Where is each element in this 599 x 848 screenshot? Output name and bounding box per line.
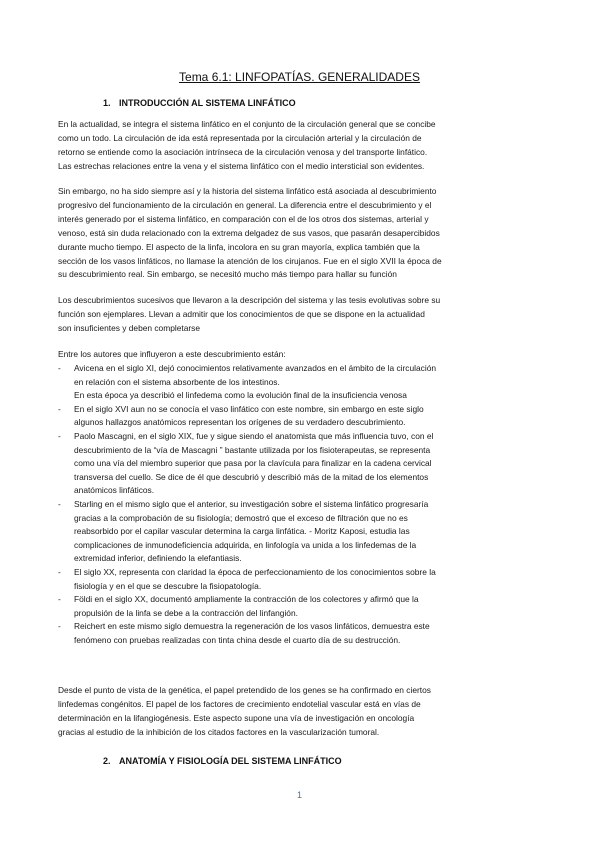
paragraph-line: Desde el punto de vista de la genética, el papel pretendido de los genes se ha confirmado en ciertos xyxy=(58,685,431,695)
bullet-dash: - xyxy=(58,498,61,509)
bullet-dash: - xyxy=(58,621,61,632)
list-item xyxy=(58,430,538,498)
section-heading-2 xyxy=(103,756,342,766)
list-line: Reichert en este mismo siglo demuestra la regeneración de los vasos linfáticos, demuestra este xyxy=(74,621,430,632)
paragraph-line: función son ejemplares. Llevan a admitir que los conocimientos de que se dispone en la actualidad xyxy=(58,308,425,319)
paragraph-line: progresivo del funcionamiento de la circulación en general. La diferencia entre el descubrimiento y el xyxy=(58,199,432,210)
list-line: reabsorbido por el capilar vascular determina la carga linfática. - Moritz Kaposi, estudia las xyxy=(74,526,410,537)
bullet-dash: - xyxy=(58,403,61,414)
list-line: complicaciones de inmunodeficiencia adquirida, en linfología va unida a los linfedemas de la xyxy=(74,539,417,550)
list-line: descubrimiento de la “vía de Mascagni ” bastante utilizada por los fisioterapeutas, se representa xyxy=(74,444,431,455)
list-line: Avicena en el siglo XI, dejó conocimientos relativamente avanzados en el ámbito de la circulación xyxy=(74,363,437,373)
section-title: ANATOMÍA Y FISIOLOGÍA DEL SISTEMA LINFÁTICO xyxy=(119,756,342,766)
paragraph-line: En la actualidad, se integra el sistema linfático en el conjunto de la circulación general que se concibe xyxy=(58,119,436,129)
section-number: 2. xyxy=(103,756,111,766)
list-item xyxy=(58,566,538,593)
list-item xyxy=(58,620,538,647)
list-line: extremidad inferior, definiendo la elefantiasis. xyxy=(74,553,242,564)
paragraph-line: venoso, está sin duda relacionado con la extrema delgadez de sus vasos, que pasarán desapercibidos xyxy=(58,227,440,238)
section-title: INTRODUCCIÓN AL SISTEMA LINFÁTICO xyxy=(119,98,296,108)
document-title: Tema 6.1: LINFOPATÍAS. GENERALIDADES xyxy=(179,70,420,84)
paragraph-authors-intro xyxy=(58,348,538,362)
authors-list xyxy=(58,362,538,647)
bullet-dash: - xyxy=(58,363,61,373)
list-item xyxy=(58,498,538,566)
paragraph-line: durante mucho tiempo. El aspecto de la linfa, incolora en su gran mayoría, explica también que la xyxy=(58,241,420,252)
list-line: fisiología y en el que se descubre la fisiopatología. xyxy=(74,580,262,591)
paragraph-line: Los descubrimientos sucesivos que llevaron a la descripción del sistema y las tesis evolutivas sobre su xyxy=(58,295,441,305)
paragraph-line: gracias al estudio de la inhibición de los citados factores en la vascularización tumoral. xyxy=(58,726,380,737)
paragraph-line: Las estrechas relaciones entre la vena y el sistema linfático con el medio intersticial son evidentes. xyxy=(58,160,425,171)
paragraph-line: como un todo. La circulación de ida está representada por la circulación arterial y la circulación de xyxy=(58,132,422,143)
paragraph-discoveries xyxy=(58,294,538,336)
section-heading-1 xyxy=(103,98,296,108)
list-line: Paolo Mascagni, en el siglo XIX, fue y sigue siendo el anatomista que más influencia tuvo, con el xyxy=(74,430,434,441)
bullet-dash: - xyxy=(58,566,61,577)
list-line: en relación con el sistema absorbente de los intestinos. xyxy=(74,376,280,387)
list-line: En esta época ya describió el linfedema como la evolución final de la insuficiencia venosa xyxy=(74,390,407,401)
list-line: gracias a la comprobación de su fisiología; demostró que el exceso de filtración que no es xyxy=(74,512,408,523)
list-line: propulsión de la linfa se debe a la contracción del linfangión. xyxy=(74,607,298,618)
list-line: Starling en el mismo siglo que el anterior, su investigación sobre el sistema linfático progresaría xyxy=(74,498,429,509)
paragraph-line: su descubrimiento real. Sin embargo, se necesitó mucho más tiempo para hallar su función xyxy=(58,269,397,280)
paragraph-line: retorno se entiende como la asociación intrínseca de la circulación venosa y del transporte linfático. xyxy=(58,146,428,157)
paragraph-line: interés generado por el sistema linfático, en comparación con el de los otros dos sistemas, arterial y xyxy=(58,213,429,224)
list-item xyxy=(58,403,538,430)
list-line: transversa del cuello. Se dice de él que descubrió y describió más de la mitad de los elementos xyxy=(74,471,429,482)
list-line: anatómicos linfáticos. xyxy=(74,485,155,496)
paragraph-line: Entre los autores que influyeron a este descubrimiento están: xyxy=(58,349,286,359)
list-line: El siglo XX, representa con claridad la época de perfeccionamiento de los conocimientos sobre la xyxy=(74,566,436,577)
list-line: Földi en el siglo XX, documentó ampliamente la contracción de los colectores y afirmó que la xyxy=(74,594,419,605)
paragraph-line: sección de los vasos linfáticos, no llamase la atención de los cirujanos. Fue en el siglo XVII la época de xyxy=(58,255,442,266)
list-line: fenómeno con pruebas realizadas con tinta china desde el cuarto día de su destrucción. xyxy=(74,634,401,645)
paragraph-history xyxy=(58,185,538,282)
paragraph-genetics xyxy=(58,684,538,740)
bullet-dash: - xyxy=(58,430,61,441)
paragraph-line: Sin embargo, no ha sido siempre así y la historia del sistema linfático está asociada al descubrimiento xyxy=(58,186,437,196)
list-item xyxy=(58,362,538,403)
paragraph-intro xyxy=(58,118,538,174)
bullet-dash: - xyxy=(58,594,61,605)
list-line: algunos hallazgos anatómicos representan los orígenes de su verdadero descubrimiento. xyxy=(74,417,406,428)
list-item xyxy=(58,593,538,620)
paragraph-line: linfedemas congénitos. El papel de los factores de crecimiento endotelial vascular está en vías de xyxy=(58,698,421,709)
paragraph-line: son insuficientes y deben completarse xyxy=(58,322,200,333)
list-line: como una vía del miembro superior que pasa por la clavícula para finalizar en la cadena cervical xyxy=(74,458,432,469)
list-line: En el siglo XVI aun no se conocía el vaso linfático con este nombre, sin embargo en este siglo xyxy=(74,403,424,414)
paragraph-line: determinación en la lifangiogénesis. Este aspecto supone una vía de investigación en oncología xyxy=(58,712,415,723)
section-number: 1. xyxy=(103,98,111,108)
page-number: 1 xyxy=(296,790,302,800)
